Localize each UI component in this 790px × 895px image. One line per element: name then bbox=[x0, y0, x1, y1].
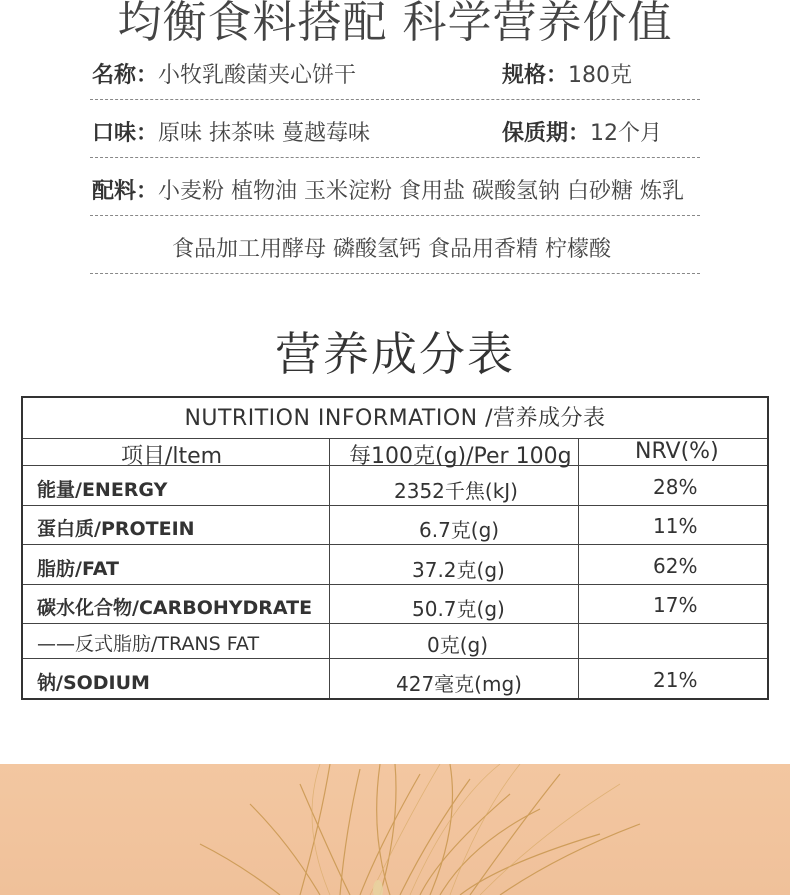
wheat-photo bbox=[0, 764, 790, 895]
spec-row-ingredients-cont bbox=[90, 216, 700, 274]
row-item: 碳水化合物/CARBOHYDRATE bbox=[37, 597, 313, 619]
row-divider bbox=[23, 505, 767, 506]
shelf-life-label: 保质期： bbox=[502, 121, 591, 146]
row-per100: 50.7克(g) bbox=[412, 597, 505, 621]
name-label: 名称： bbox=[92, 63, 159, 88]
header-item: 项目/ltem bbox=[121, 444, 223, 469]
row-nrv: 17% bbox=[653, 593, 698, 617]
shelf-life-value: 12个月 bbox=[590, 121, 663, 146]
spec-row-name bbox=[90, 52, 700, 100]
row-divider bbox=[23, 584, 767, 585]
row-item: 钠/SODIUM bbox=[37, 672, 150, 694]
flavor-label: 口味： bbox=[92, 121, 159, 146]
row-item: 蛋白质/PROTEIN bbox=[37, 518, 195, 540]
row-nrv: 11% bbox=[653, 514, 698, 538]
spec-value: 180克 bbox=[568, 63, 633, 88]
row-per100: 427毫克(mg) bbox=[396, 672, 522, 696]
header-per100: 每100克(g)/Per 100g bbox=[349, 444, 572, 469]
column-divider bbox=[329, 438, 330, 698]
ingredients-line-1: 小麦粉 植物油 玉米淀粉 食用盐 碳酸氢钠 白砂糖 炼乳 bbox=[158, 179, 684, 204]
row-item: 脂肪/FAT bbox=[37, 558, 119, 580]
row-divider bbox=[23, 544, 767, 545]
nutrition-caption: NUTRITION INFORMATION /营养成分表 bbox=[23, 398, 767, 439]
row-item: ——反式脂肪/TRANS FAT bbox=[37, 633, 260, 655]
row-per100: 2352千焦(kJ) bbox=[394, 479, 518, 503]
spec-label: 规格： bbox=[502, 63, 569, 88]
row-nrv: 28% bbox=[653, 475, 698, 499]
row-item: 能量/ENERGY bbox=[37, 479, 168, 501]
name-value: 小牧乳酸菌夹心饼干 bbox=[158, 63, 357, 88]
ingredients-line-2: 食品加工用酵母 磷酸氢钙 食品用香精 柠檬酸 bbox=[172, 237, 611, 262]
nutrition-table bbox=[21, 396, 769, 700]
headline: 均衡食料搭配 科学营养价值 bbox=[117, 0, 673, 48]
header-nrv: NRV(%) bbox=[635, 439, 719, 464]
ingredients-label: 配料： bbox=[92, 179, 159, 204]
row-per100: 6.7克(g) bbox=[419, 518, 500, 542]
spec-row-flavor bbox=[90, 100, 700, 158]
wheat-stalks-illustration bbox=[0, 764, 790, 895]
row-per100: 37.2克(g) bbox=[412, 558, 505, 582]
row-per100: 0克(g) bbox=[427, 633, 489, 657]
row-divider bbox=[23, 658, 767, 659]
spec-row-ingredients bbox=[90, 158, 700, 216]
row-divider bbox=[23, 623, 767, 624]
flavor-value: 原味 抹茶味 蔓越莓味 bbox=[158, 121, 371, 146]
column-divider bbox=[578, 438, 579, 698]
row-nrv: 21% bbox=[653, 668, 698, 692]
section-title: 营养成分表 bbox=[275, 327, 515, 381]
row-nrv: 62% bbox=[653, 554, 698, 578]
